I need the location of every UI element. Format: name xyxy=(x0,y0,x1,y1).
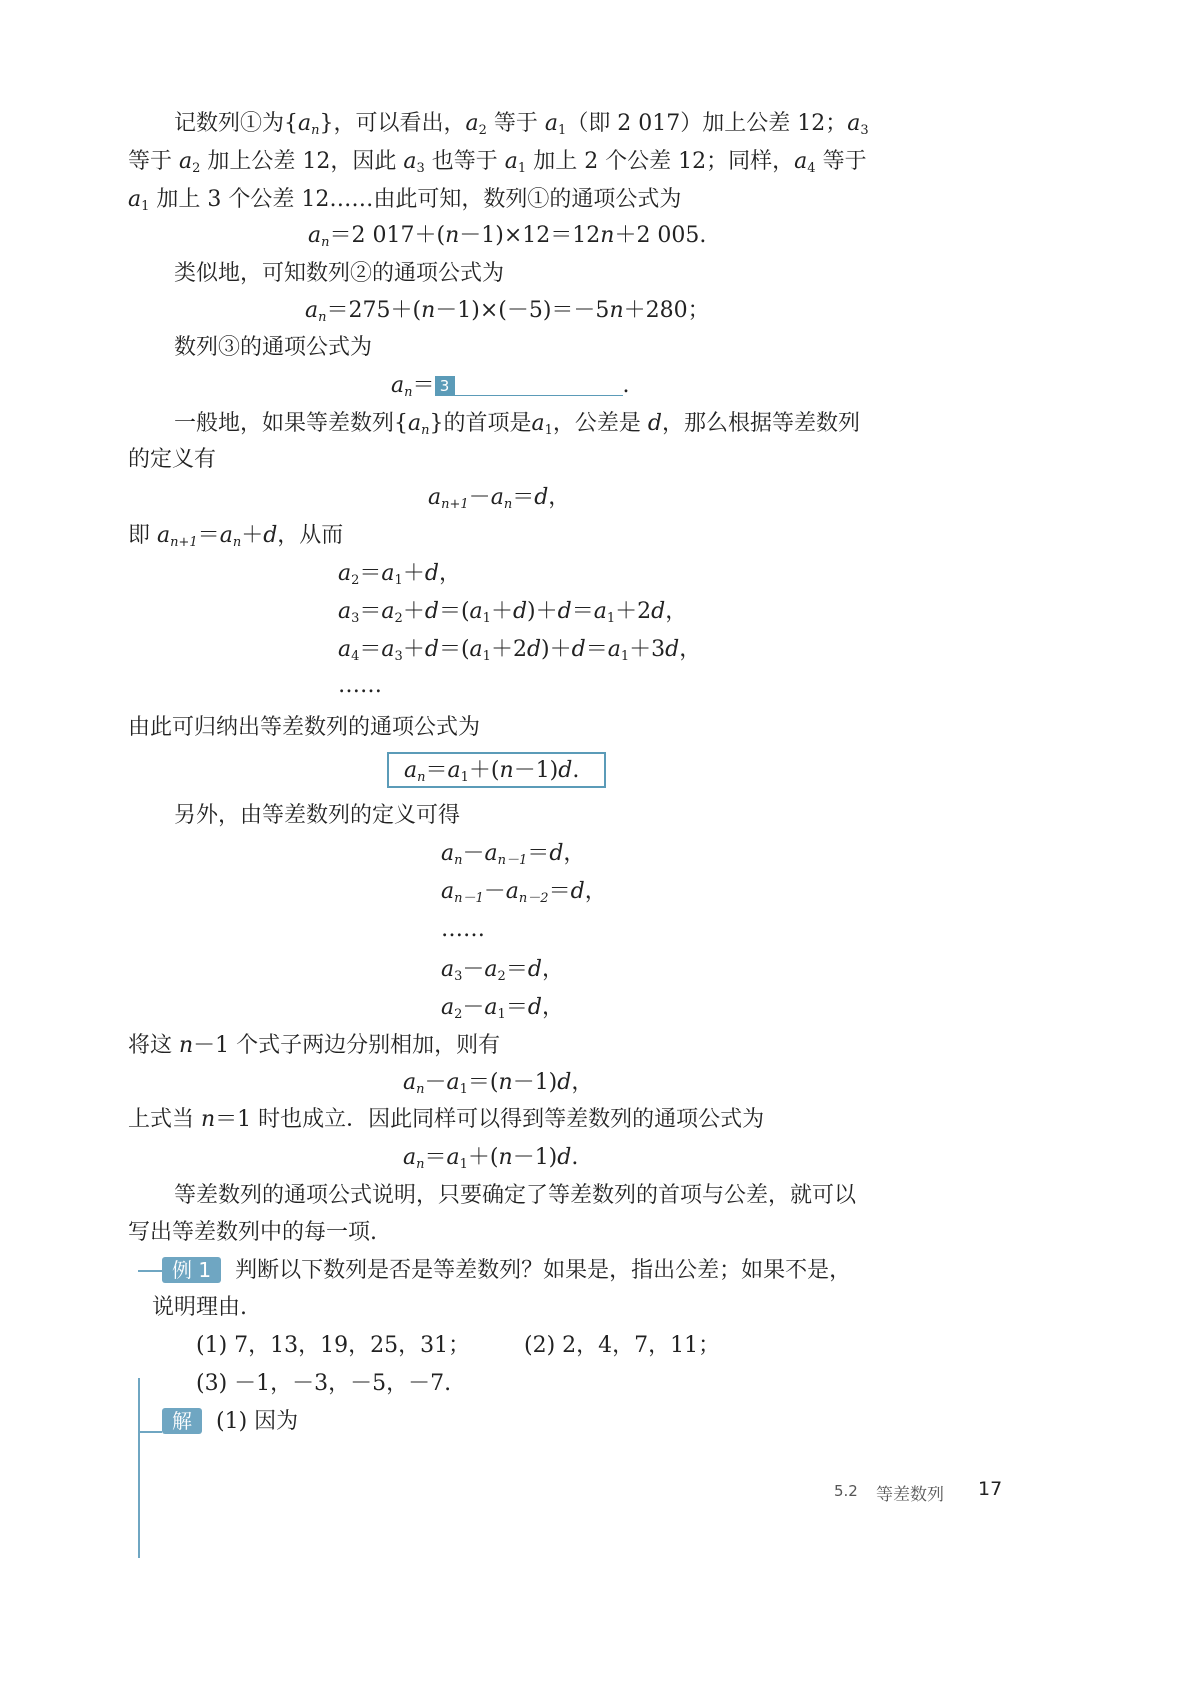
para-1-line-1: 记数列①为$\{a_n\}$，可以看出，$a_2$ 等于 $a_1$（即 2 017）加上公差 12；$a_3$ xyxy=(174,111,869,138)
solution-tag: 解 xyxy=(162,1408,202,1434)
example-tag: 例 1 xyxy=(162,1257,221,1283)
equation-7d: $a_2-a_1=d$， xyxy=(441,995,564,1022)
para-3: 数列③的通项公式为 xyxy=(174,335,373,360)
example-question-line-1: 例 1 判断以下数列是否是等差数列？如果是，指出公差；如果不是， xyxy=(162,1255,851,1287)
example-question-line-2: 说明理由. xyxy=(152,1295,247,1320)
example-item-3: (3) －1，－3，－5，－7. xyxy=(196,1371,452,1396)
ellipsis-2: …… xyxy=(441,917,485,942)
para-9: 上式当 n＝1 时也成立．因此同样可以得到等差数列的通项公式为 xyxy=(128,1107,765,1132)
equation-2: $a_n=275+(n-1)\times(-5)=-5n+280$； xyxy=(305,298,710,325)
para-8: 将这 n－1 个式子两边分别相加，则有 xyxy=(128,1033,501,1058)
footer-chapter: 等差数列 xyxy=(876,1485,944,1505)
equation-1: $a_n=2$ 017＋(n－1)×12＝12n＋2 005. xyxy=(308,223,707,250)
boxed-formula: $a_n=a_1+(n-1)d$. xyxy=(404,758,580,785)
blank-number-badge: 3 xyxy=(435,376,455,396)
para-6: 由此可归纳出等差数列的通项公式为 xyxy=(128,715,481,740)
ellipsis-1: …… xyxy=(338,673,382,698)
page-number: 17 xyxy=(978,1478,1003,1500)
para-1-line-3: $a_1$ 加上 3 个公差 12……由此可知，数列①的通项公式为 xyxy=(128,187,682,214)
equation-3: $a_n= 3$ . xyxy=(391,373,630,400)
equation-9: $a_n=a_1+(n-1)d$. xyxy=(403,1145,579,1172)
footer-section: 5.2 xyxy=(834,1482,858,1500)
equation-7c: $a_3-a_2=d$， xyxy=(441,957,564,984)
equation-5a: $a_2=a_1+d$， xyxy=(338,561,461,588)
para-5: 即 $a_{n+1}=a_n+d$，从而 xyxy=(128,523,344,550)
equation-4: $a_{n+1}-a_n=d$， xyxy=(428,485,571,512)
equation-5b: $a_3=a_2+d=(a_1+d)+d=a_1+2d$， xyxy=(338,599,688,626)
equation-5c: $a_4=a_3+d=(a_1+2d)+d=a_1+3d$， xyxy=(338,637,702,664)
example-item-1: (1) 7，13，19，25，31； xyxy=(196,1333,471,1358)
solution-line: 解 (1) 因为 xyxy=(162,1406,298,1438)
equation-7b: $a_{n-1}-a_{n-2}=d$， xyxy=(441,879,607,906)
example-bracket-top xyxy=(138,1270,162,1272)
equation-7a: $a_n-a_{n-1}=d$， xyxy=(441,841,586,868)
para-2: 类似地，可知数列②的通项公式为 xyxy=(174,261,505,286)
para-1-line-2: 等于 $a_2$ 加上公差 12，因此 $a_3$ 也等于 $a_1$ 加上 2 个公差 12；同样，$a_4$ 等于 xyxy=(128,149,867,176)
para-10-line-2: 写出等差数列中的每一项. xyxy=(128,1220,377,1245)
solution-bracket xyxy=(138,1431,162,1433)
para-4-line-1: 一般地，如果等差数列$\{a_n\}$的首项是$a_1$，公差是 d，那么根据等差数列 xyxy=(174,411,861,438)
para-7: 另外，由等差数列的定义可得 xyxy=(174,803,461,828)
example-bracket xyxy=(138,1378,140,1558)
example-item-2: (2) 2，4，7，11； xyxy=(524,1333,721,1358)
para-4-line-2: 的定义有 xyxy=(128,447,217,472)
para-10-line-1: 等差数列的通项公式说明，只要确定了等差数列的首项与公差，就可以 xyxy=(174,1183,857,1208)
equation-8: $a_n-a_1=(n-1)d$， xyxy=(403,1070,594,1097)
fill-in-blank xyxy=(455,373,623,396)
